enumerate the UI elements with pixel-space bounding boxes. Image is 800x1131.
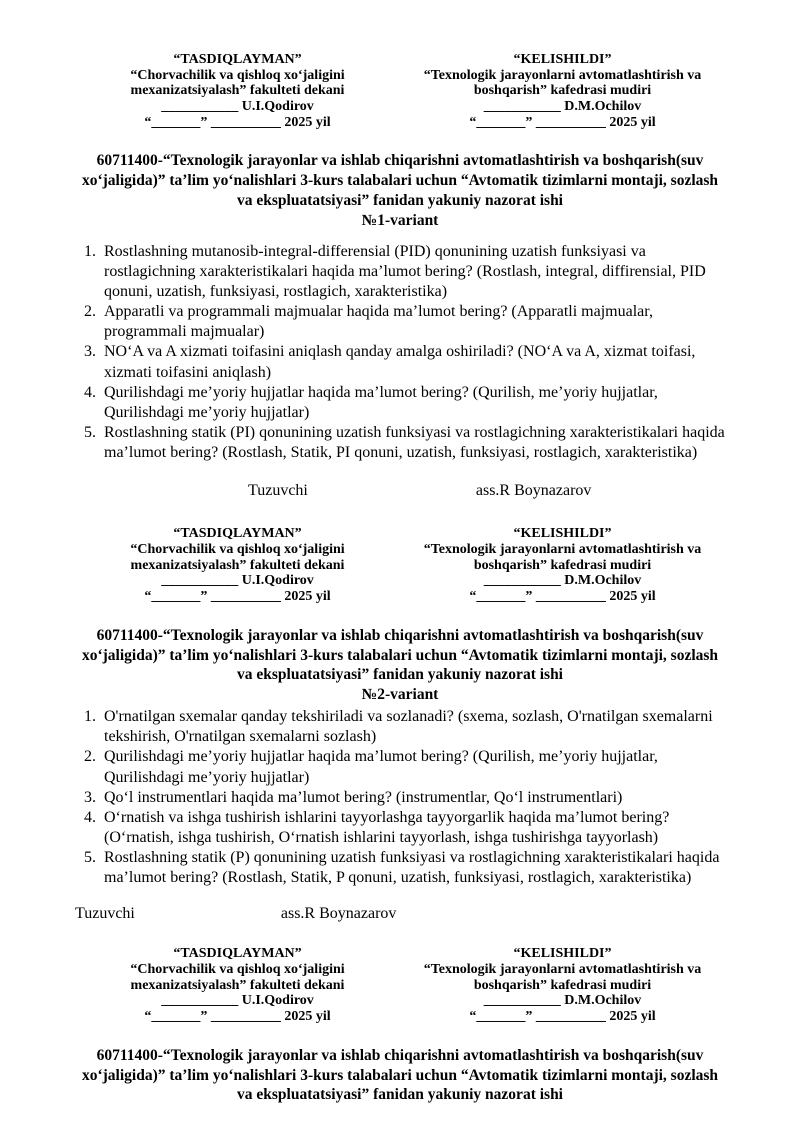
question-item: 2. Apparatli va programmali majmualar haqida ma’lumot bering? (Apparatli majmualar, programmali majmualar) (100, 302, 725, 342)
course-heading: 60711400-“Texnologik jarayonlar va ishlab chiqarishni avtomatlashtirish va boshqarish(suv xo‘jaligida)” ta’lim yo‘nalishlari 3-kurs talabalari uchun “Avtomatik tizimlarni montaji, sozlash va ekspluatatsiyasi” fanidan yakuniy nazorat ishi (81, 1046, 719, 1104)
approve-title: “TASDIQLAYMAN” (173, 526, 302, 542)
question-list-variant-1 (75, 242, 725, 464)
approve-signature-line: ___________ U.I.Qodirov (161, 993, 314, 1009)
question-item: 3. NO‘A va A xizmati toifasini aniqlash qanday amalga oshiriladi? (NO‘A va A, xizmat toifasi, xizmati toifasini aniqlash) (100, 342, 725, 382)
agreement-right-block (400, 526, 725, 604)
agree-org-line2: boshqarish” kafedrasi mudiri (473, 977, 652, 993)
approval-left-block (75, 52, 400, 130)
composer-line (75, 905, 725, 923)
question-item: 2. Qurilishdagi me’yoriy hujjatlar haqida ma’lumot bering? (Qurilish, me’yoriy hujjatlar, Qurilishdagi me’yoriy hujjatlar) (100, 747, 725, 787)
approve-org-line2: mexanizatsiyalash” fakulteti dekani (130, 83, 345, 99)
approve-org-line1: “Chorvachilik va qishloq xo‘jaligini (130, 542, 345, 558)
approve-date-line: “_______” __________ 2025 yil (144, 1009, 331, 1025)
question-item: 1. Rostlashning mutanosib-integral-differensial (PID) qonunining uzatish funksiyasi va rostlagichning xarakteristikalari haqida ma’lumot bering? (Rostlash, integral, diffirensial, PID qonuni, uzatish, funksiyasi, rostlagich, xarakteristika) (100, 242, 725, 302)
question-item: 3. Qo‘l instrumentlari haqida ma’lumot bering? (instrumentlar, Qo‘l instrumentlari) (100, 788, 725, 808)
composer-label: Tuzuvchi (248, 482, 308, 500)
agree-title: “KELISHILDI” (513, 526, 612, 542)
approval-header (75, 52, 725, 130)
agree-org-line1: “Texnologik jarayonlarni avtomatlashtirish va (423, 542, 702, 558)
question-item: 5. Rostlashning statik (PI) qonunining uzatish funksiyasi va rostlagichning xarakteristikalari haqida ma’lumot bering? (Rostlash, Statik, PI qonuni, uzatish, funksiyasi, rostlagich, xarakteristika) (100, 423, 725, 463)
variant-2-section (75, 526, 725, 923)
agree-date-line: “_______” __________ 2025 yil (469, 1009, 656, 1025)
agree-title: “KELISHILDI” (513, 946, 612, 962)
approval-left-block (75, 946, 400, 1024)
approve-org-line1: “Chorvachilik va qishloq xo‘jaligini (130, 962, 345, 978)
agreement-right-block (400, 52, 725, 130)
question-item: 4. Qurilishdagi me’yoriy hujjatlar haqida ma’lumot bering? (Qurilish, me’yoriy hujjatlar, Qurilishdagi me’yoriy hujjatlar) (100, 383, 725, 423)
variant-1-label: №1-variant (361, 211, 439, 229)
approve-date-line: “_______” __________ 2025 yil (144, 589, 331, 605)
approve-signature-line: ___________ U.I.Qodirov (161, 99, 314, 115)
agree-org-line1: “Texnologik jarayonlarni avtomatlashtirish va (423, 67, 702, 83)
agree-org-line2: boshqarish” kafedrasi mudiri (473, 557, 652, 573)
agreement-right-block (400, 946, 725, 1024)
variant-1-section (75, 52, 725, 500)
agree-org-line1: “Texnologik jarayonlarni avtomatlashtirish va (423, 962, 702, 978)
question-list-variant-2 (75, 707, 725, 888)
approve-title: “TASDIQLAYMAN” (173, 946, 302, 962)
agree-signature-line: ___________ D.M.Ochilov (483, 993, 642, 1009)
variant-3-section (75, 946, 725, 1105)
approval-header (75, 946, 725, 1024)
composer-label: Tuzuvchi (75, 905, 135, 923)
agree-org-line2: boshqarish” kafedrasi mudiri (473, 83, 652, 99)
approve-date-line: “_______” __________ 2025 yil (144, 114, 331, 130)
agree-signature-line: ___________ D.M.Ochilov (483, 573, 642, 589)
question-item: 1. O'rnatilgan sxemalar qanday tekshiriladi va sozlanadi? (sxema, sozlash, O'rnatilgan sxemalarni tekshirish, O'rnatilgan sxemalarni sozlash) (100, 707, 725, 747)
agree-date-line: “_______” __________ 2025 yil (469, 589, 656, 605)
approve-signature-line: ___________ U.I.Qodirov (161, 573, 314, 589)
approve-org-line1: “Chorvachilik va qishloq xo‘jaligini (130, 67, 345, 83)
variant-2-label: №2-variant (361, 686, 439, 704)
question-item: 4. O‘rnatish va ishga tushirish ishlarini tayyorlashga tayyorgarlik haqida ma’lumot bering? (O‘rnatish, ishga tushirish, O‘rnatish ishlarini tayyorlash, ishga tushirishga tayyorlash) (100, 808, 725, 848)
agree-date-line: “_______” __________ 2025 yil (469, 114, 656, 130)
composer-line (75, 482, 725, 500)
course-heading: 60711400-“Texnologik jarayonlar va ishlab chiqarishni avtomatlashtirish va boshqarish(suv xo‘jaligida)” ta’lim yo‘nalishlari 3-kurs talabalari uchun “Avtomatik tizimlarni montaji, sozlash va ekspluatatsiyasi” fanidan yakuniy nazorat ishi (81, 152, 719, 210)
agree-signature-line: ___________ D.M.Ochilov (483, 99, 642, 115)
approve-org-line2: mexanizatsiyalash” fakulteti dekani (130, 557, 345, 573)
question-item: 5. Rostlashning statik (P) qonunining uzatish funksiyasi va rostlagichning xarakteristikalari haqida ma’lumot bering? (Rostlash, Statik, P qonuni, uzatish, funksiyasi, rostlagich, xarakteristika) (100, 848, 725, 888)
course-heading: 60711400-“Texnologik jarayonlar va ishlab chiqarishni avtomatlashtirish va boshqarish(suv xo‘jaligida)” ta’lim yo‘nalishlari 3-kurs talabalari uchun “Avtomatik tizimlarni montaji, sozlash va ekspluatatsiyasi” fanidan yakuniy nazorat ishi (81, 626, 719, 684)
composer-name: ass.R Boynazarov (280, 905, 397, 923)
approve-org-line2: mexanizatsiyalash” fakulteti dekani (130, 977, 345, 993)
approval-header (75, 526, 725, 604)
approve-title: “TASDIQLAYMAN” (173, 52, 302, 67)
agree-title: “KELISHILDI” (513, 52, 612, 67)
composer-name: ass.R Boynazarov (475, 482, 592, 500)
approval-left-block (75, 526, 400, 604)
